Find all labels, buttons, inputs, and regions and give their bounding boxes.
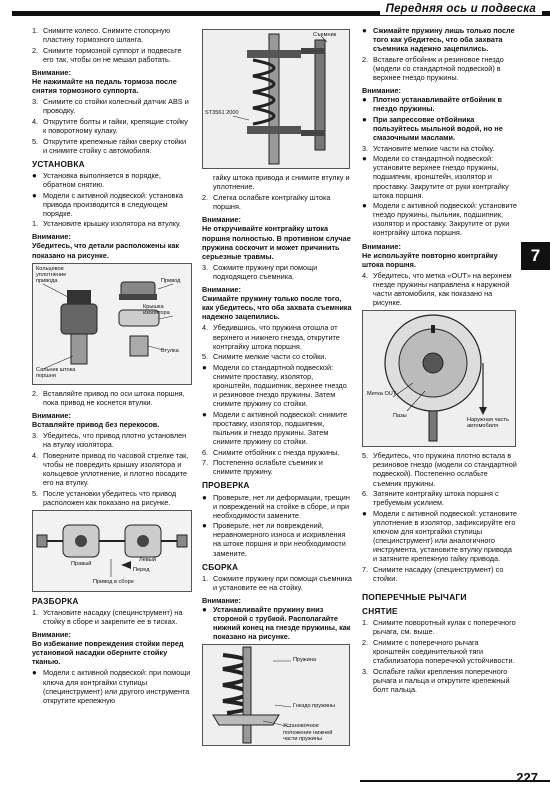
steps-list <box>32 431 192 507</box>
step-item <box>362 667 517 694</box>
steps-list <box>32 608 192 626</box>
step-number: 2. <box>202 193 209 203</box>
bullet-dot: ● <box>362 508 367 518</box>
step-text: Убедившись, что пружина отошла от верхнего и нижнего гнезда, открутите контргайку штока поршня. <box>213 323 340 351</box>
bullet-list <box>32 171 192 218</box>
steps-list <box>362 565 517 583</box>
bullet-item <box>362 154 517 199</box>
bullet-dot: ● <box>362 26 367 35</box>
warning-title: Внимание: <box>202 595 241 605</box>
step-text: Установите крышку изолятора на втулку. <box>43 219 181 229</box>
steps-list <box>202 263 352 281</box>
step-number: 3. <box>362 666 369 676</box>
bullet-item <box>32 171 192 189</box>
bullet-text: Модели с активной подвеской: при помощи ключа для контргайки ступицы (специнструмент) или другого инструмента открутите крепежную <box>43 668 191 705</box>
page-header <box>0 0 550 22</box>
step-item <box>202 193 352 211</box>
spring-compressor-drawing <box>203 30 349 168</box>
label-front: Перед <box>133 566 150 573</box>
step-text: Вставьте отбойник и резиновое гнездо (модели со стандартной подвеской) в верхнее гнездо пружины. <box>373 54 504 82</box>
step-number: 3. <box>362 143 369 153</box>
step-number: 3. <box>32 97 39 107</box>
step-text: Сожмите пружину при помощи подходящего съемника. <box>213 262 318 281</box>
column-3 <box>362 26 517 695</box>
bullet-dot: ● <box>362 114 367 124</box>
step-number: 3. <box>32 431 39 441</box>
label-right: Правый <box>71 560 92 567</box>
step-number: 2. <box>32 388 39 398</box>
step-item <box>32 26 192 44</box>
bullet-text: Модели с активной подвеской: установите гнездо пружины, пыльник, подшипник, изолятор и проставку. Закрутите от руки контргайку штока поршня. <box>373 201 517 238</box>
step-item <box>362 144 517 153</box>
step-number: 5. <box>202 352 209 362</box>
warning-text: Не откручивайте контргайку штока поршня полностью. В противном случае пружина соскочит и может причинить серьезные травмы. <box>202 224 351 261</box>
step-text: Снимите тормозной суппорт и подвесьте его так, чтобы он не мешал работать. <box>43 45 182 64</box>
step-item <box>32 451 192 487</box>
step-number: 1. <box>32 219 39 229</box>
bullet-item <box>362 26 517 53</box>
label-grooves: Пазы <box>393 413 407 420</box>
steps-list <box>362 55 517 82</box>
bullet-dot: ● <box>362 95 367 105</box>
warning-text: Сжимайте пружину только после того, как убедитесь, что оба захвата съемника надежно зацепились. <box>202 294 352 322</box>
section-heading-assembly: СБОРКА <box>202 561 239 572</box>
step-number: 1. <box>202 573 209 583</box>
label-sleeve: Втулка <box>161 347 179 354</box>
step-item <box>32 117 192 135</box>
step-number: 6. <box>202 447 209 457</box>
step-text: Снимите мелкие части со стойки. <box>213 352 327 362</box>
step-number: 1. <box>32 26 39 35</box>
bullet-list <box>362 509 517 564</box>
bullet-item <box>362 115 517 142</box>
step-item <box>362 638 517 665</box>
step-number: 2. <box>32 45 39 55</box>
bullet-text: Модели с активной подвеской: снимите проставку, изолятор, подшипник, пыльник и гнездо пружины. Затем снимите пружину со стойки. <box>213 409 348 447</box>
section-heading-check: ПРОВЕРКА <box>202 480 250 491</box>
label-puller: Съемник <box>313 32 337 38</box>
bullet-item <box>202 493 352 520</box>
steps-list <box>32 97 192 155</box>
step-text: Убедитесь, что пружина плотно встала в резиновое гнездо (модели со стандартной подвеской). Постепенно ослабьте съемник пружины. <box>373 451 517 488</box>
bullet-text: Проверьте, нет ли деформации, трещин и повреждений на стойке в сборе, и при необходимости замените. <box>213 492 350 520</box>
bullet-text: При запрессовке отбойника пользуйтесь мыльной водой, но не смазочными маслами. <box>373 114 503 143</box>
bullet-list <box>362 95 517 142</box>
warning-title: Внимание: <box>32 410 71 420</box>
step-item <box>362 451 517 487</box>
steps-list <box>32 26 192 64</box>
figure-out-mark <box>362 310 516 447</box>
step-item <box>32 489 192 507</box>
steps-list <box>362 618 517 694</box>
bullet-text: Установка выполняется в порядке, обратном снятию. <box>43 170 161 189</box>
bullet-dot: ● <box>202 362 207 372</box>
bullet-dot: ● <box>202 521 207 531</box>
step-text: Снимите со стойки колесный датчик ABS и проводку. <box>43 97 189 116</box>
step-number: 4. <box>362 270 369 280</box>
bullet-item <box>32 191 192 218</box>
bullet-list <box>202 493 352 558</box>
page-number: 227 <box>516 770 538 785</box>
step-text: Убедитесь, что метка «OUT» на верхнем гнезде пружины направлена к наружной части автомобиля, как показано на рисунке. <box>373 270 512 308</box>
step-number: 5. <box>362 451 369 461</box>
step-item <box>32 46 192 64</box>
step-item <box>202 458 352 476</box>
bullet-dot: ● <box>202 492 207 502</box>
step-number: 4. <box>32 450 39 460</box>
step-text: Сожмите пружину при помощи съемника и установите ее на стойку. <box>213 573 352 592</box>
warning-title: Внимание: <box>362 241 401 251</box>
label-out: Метка OUT <box>367 391 397 398</box>
bullet-text: Плотно устанавливайте отбойник в гнездо пружины. <box>373 95 503 114</box>
warning-text: Вставляйте привод без перекосов. <box>32 419 160 429</box>
step-item <box>362 618 517 636</box>
step-item <box>362 565 517 583</box>
warning-text: Во избежание повреждения стойки перед установкой насадки оберните стойку тканью. <box>32 639 184 667</box>
label-cap: Крышка изолятора <box>143 303 170 316</box>
step-text: Ослабьте гайки крепления поперечного рычага и пальца и открутите крепежный болт пальца. <box>373 666 510 694</box>
step-text: Установите насадку (специнструмент) на стойку в сборе и закрепите ее в тисках. <box>43 607 183 626</box>
label-drive: Привод <box>161 277 181 284</box>
step-number: 5. <box>32 488 39 498</box>
section-heading-wishbones: ПОПЕРЕЧНЫЕ РЫЧАГИ <box>362 592 467 603</box>
bullet-item <box>362 95 517 113</box>
label-left: Левый <box>139 556 156 563</box>
step-item <box>32 97 192 115</box>
bullet-dot: ● <box>202 409 207 419</box>
step-item <box>362 55 517 82</box>
bullet-item <box>32 668 192 704</box>
step-number: 2. <box>362 54 369 64</box>
bullet-text: Сжимайте пружину лишь только после того как убедитесь, что оба захвата съемника надежно зацепились. <box>373 26 515 54</box>
bullet-item <box>202 410 352 446</box>
step-text: Затяните контргайку штока поршня с требуемым усилием. <box>373 489 499 508</box>
warning-title: Внимание: <box>362 86 401 96</box>
step-number: 1. <box>362 618 369 628</box>
step-item <box>202 263 352 281</box>
step-item <box>32 608 192 626</box>
label-assembled: Привод в сборе <box>93 578 134 585</box>
bullet-dot: ● <box>362 154 367 164</box>
header-title: Передняя ось и подвеска <box>380 3 542 15</box>
bullet-item <box>362 509 517 564</box>
steps-list <box>202 193 352 211</box>
step-item <box>362 489 517 507</box>
step-text: Снимите с поперечного рычага кронштейн соединительной тяги стабилизатора поперечной устойчивости. <box>373 637 515 666</box>
warning-title: Внимание: <box>32 67 71 77</box>
figure-drive-assembly <box>32 263 192 385</box>
warning-text: Не используйте повторно контргайку штока поршня. <box>362 250 498 269</box>
bullet-dot: ● <box>202 605 207 615</box>
warning-text: Не нажимайте на педаль тормоза после снятия тормозного суппорта. <box>32 76 177 96</box>
continued-text: гайку штока привода и снимите втулку и уплотнение. <box>213 173 350 192</box>
steps-list <box>202 448 352 477</box>
bullet-dot: ● <box>32 170 37 180</box>
bullet-item <box>202 521 352 557</box>
step-number: 4. <box>202 323 209 333</box>
label-outer: Наружная часть автомобиля <box>467 417 509 430</box>
step-number: 5. <box>32 136 39 146</box>
chapter-tab: 7 <box>521 242 550 270</box>
warning-text: Устанавливайте пружину вниз стороной с трубкой. Располагайте нижний конец на гнезде пружины, как показано на рисунке. <box>213 605 351 642</box>
section-heading-disassembly: РАЗБОРКА <box>32 595 79 606</box>
label-tool: ST3561 2000 <box>205 110 239 116</box>
warning-title: Внимание: <box>202 215 241 225</box>
step-item <box>202 323 352 350</box>
step-text: Снимите поворотный кулак с поперечного рычага, см. выше. <box>373 618 516 637</box>
steps-list <box>32 389 192 407</box>
step-number: 7. <box>362 564 369 574</box>
step-number: 2. <box>362 637 369 647</box>
step-text: После установки убедитесь что привод расположен как показано на рисунке. <box>43 488 177 507</box>
step-item <box>362 271 517 307</box>
figure-drive-orientation <box>32 510 192 592</box>
section-heading-removal: СНЯТИЕ <box>362 606 398 617</box>
bullet-item <box>202 605 352 641</box>
column-2 <box>202 26 352 750</box>
bullet-list <box>32 668 192 704</box>
step-text: Установите мелкие части на стойку. <box>373 143 495 153</box>
step-text: Убедитесь, что привод плотно установлен на втулку изолятора. <box>43 431 187 450</box>
bullet-item <box>202 363 352 408</box>
bullet-dot: ● <box>362 201 367 211</box>
bullet-text: Модели с активной подвеской: установка привода производится в следующем порядке. <box>43 190 183 218</box>
label-seat: Гнездо пружины <box>293 703 336 710</box>
step-text: Постепенно ослабьте съемник и снимите пружину. <box>213 458 323 477</box>
step-item <box>202 448 352 457</box>
bullet-text: Модели со стандартной подвеской: снимите проставку, изолятор, кронштейн, подшипник, верхнее гнездо и резиновое гнездо пружины. Затем снимите пружину со стойки. <box>213 362 347 409</box>
column-1 <box>32 26 192 706</box>
step-text: Поверните привод по часовой стрелке так, чтобы не повредить крышку изолятора и кольцевое уплотнение, и плотно посадите его на втулку. <box>43 450 189 487</box>
step-text: Снимите насадку (специнструмент) со стойки. <box>373 564 504 583</box>
bullet-dot: ● <box>32 668 37 678</box>
step-number: 7. <box>202 458 209 468</box>
step-text: Открутите болты и гайки, крепящие стойку к поворотному кулаку. <box>43 116 188 135</box>
bullet-text: Проверьте, нет ли повреждений, неравномерного износа и искривления на штоке поршня и при необходимости замените. <box>213 521 346 558</box>
bullet-text: Модели со стандартной подвеской: установите верхнее гнездо пружины, подшипник, кронштейн, изолятор и проставку. Закрутите от руки контргайку штока поршня. <box>373 154 509 200</box>
warning-title: Внимание: <box>32 232 71 242</box>
steps-list <box>202 574 352 592</box>
steps-list <box>32 219 192 228</box>
warning-title: Внимание: <box>202 285 241 295</box>
steps-list <box>362 144 517 153</box>
step-item <box>32 219 192 228</box>
label-ring: Кольцевое уплотнение привода <box>36 265 67 285</box>
step-item <box>32 389 192 407</box>
step-number: 4. <box>32 116 39 126</box>
step-item <box>32 137 192 155</box>
figure-spring-compressor <box>202 29 350 169</box>
step-item <box>32 431 192 449</box>
step-text: Снимите отбойник с гнезда пружины. <box>213 447 340 457</box>
bullet-list <box>362 154 517 237</box>
step-text: Открутите крепежные гайки сверху стойки и снимите стойку с автомобиля. <box>43 136 187 155</box>
label-spring: Пружина <box>293 657 316 664</box>
steps-list <box>362 271 517 307</box>
bullet-list <box>202 363 352 446</box>
step-item <box>202 574 352 592</box>
label-seal: Сальник штока поршня <box>36 366 76 379</box>
bullet-dot: ● <box>32 190 37 200</box>
steps-list <box>362 451 517 507</box>
figure-spring-seat <box>202 644 350 746</box>
bullet-item <box>362 201 517 237</box>
warning-title: Внимание: <box>32 630 71 640</box>
step-item <box>202 352 352 361</box>
step-text: Слегка ослабьте контргайку штока поршня. <box>213 193 331 212</box>
step-text: Снимите колесо. Снимите стопорную пластину тормозного шланга. <box>43 26 171 45</box>
step-number: 3. <box>202 262 209 272</box>
bullet-text: Модели с активной подвеской: установите уплотнение в изолятор, зафиксируйте его ключом для контргайки ступицы (специнструмент) или аналогичного инструмента, установите втулку привода и затяните крепежную гайку привода. <box>373 508 517 564</box>
steps-list <box>202 323 352 361</box>
label-spring-end: Установочное положение нижней части пружины <box>283 723 333 742</box>
warning-text: Убедитесь, что детали расположены как показано на рисунке. <box>32 241 180 260</box>
step-text: Вставляйте привод по оси штока поршня, пока привод не коснется втулки. <box>43 388 185 407</box>
step-number: 6. <box>362 489 369 499</box>
step-number: 1. <box>32 607 39 617</box>
section-heading-install: УСТАНОВКА <box>32 158 85 169</box>
